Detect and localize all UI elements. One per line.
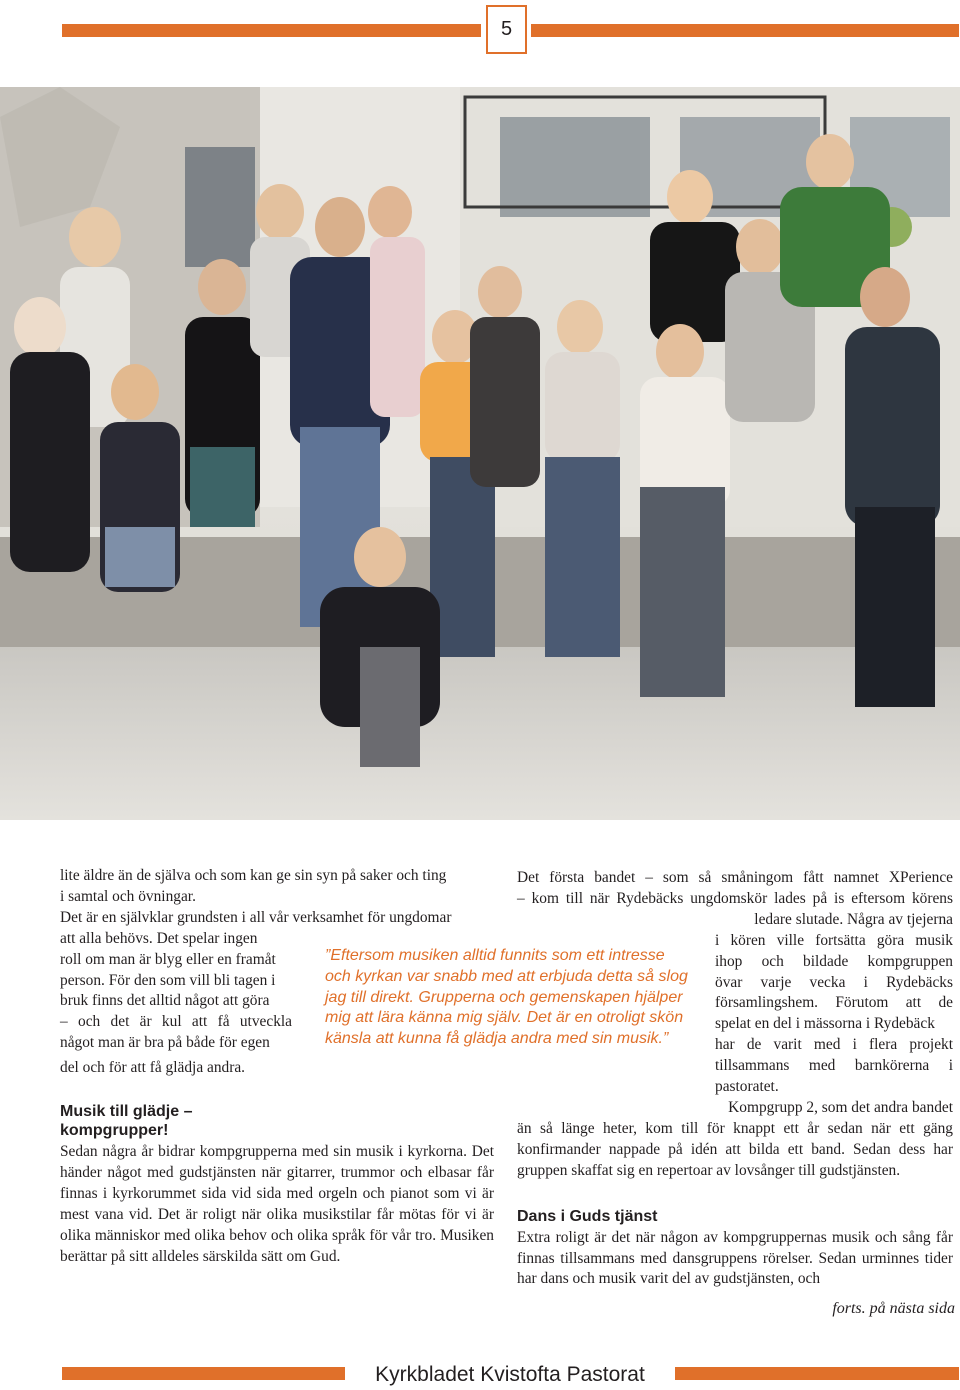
- intro-line-6: person. För den som vill bli tagen i: [60, 971, 276, 989]
- header-rule-right: [531, 24, 959, 37]
- right-line-5: ihop och bildade kompgruppen: [715, 952, 953, 970]
- intro-line-5: roll om man är blyg eller en framåt: [60, 950, 276, 968]
- right-line-8: spelat en del i mässorna i Rydebäck: [715, 1015, 935, 1033]
- dance-paragraph: Extra roligt är det när någon av kompgruppernas musik och sång får finnas tillsammans med dansgruppens rörelser. Sedan urminnes tider har dans och musik varit del av gudstjänsten, och: [517, 1228, 953, 1288]
- section-heading-music-line1: Musik till glädje –: [60, 1103, 193, 1120]
- intro-line-9: något man är bra på både för egen: [60, 1034, 270, 1052]
- right-line-4: i kören ville fortsätta göra musik: [715, 931, 953, 949]
- pull-quote: ”Eftersom musiken alltid funnits som ett intresse och kyrkan var snabb med att erbjuda detta så slog jag till direkt. Grupperna och gemenskapen hjälper mig att lära känna mig själv. Det är en otroligt skön känsla att kunna få glädja andra med sin musik.”: [325, 947, 688, 1048]
- kompgrupp2-paragraph: än så länge heter, kom till för knappt ett år sedan när ett gäng konfirmander nappade på idén att bilda ett band. Sedan dess har gruppen skaffat sig en repertoar av lovsånger till gudstjänsten.: [517, 1119, 953, 1179]
- intro-line-3: Det är en självklar grundsten i all vår verksamhet för ungdomar: [60, 908, 452, 926]
- page-number: 5: [486, 5, 527, 54]
- right-line-7: församlingshem. Förutom att de: [715, 994, 953, 1012]
- left-section: [60, 1102, 494, 1267]
- continued-note: forts. på nästa sida: [832, 1300, 955, 1317]
- footer-rule-right: [675, 1367, 959, 1380]
- right-line-2: – kom till när Rydebäcks ungdomskör lades på is eftersom körens: [517, 889, 953, 907]
- music-paragraph: Sedan några år bidrar kompgrupperna med sin musik i kyrkorna. Det händer något med gudstjänsten när gitarrer, trummor och elbasar får finnas i kyrkorummet sida vid sida med orgeln och pianot som vi är mest vana vid. Det är roligt när olika musikstilar får mötas för vi är olika människor med olika behov och olika språk för vår tro. Musiken berättar på sitt alldeles särskilda sätt om Gud.: [60, 1143, 494, 1265]
- intro-line-1: lite äldre än de själva och som kan ge sin syn på saker och ting: [60, 867, 447, 884]
- footer-title: Kyrkbladet Kvistofta Pastorat: [375, 1363, 645, 1386]
- right-line-10: tillsammans med barnkörerna i: [715, 1057, 953, 1075]
- intro-line-8: – och det är kul att få utveckla: [60, 1013, 292, 1031]
- intro-line-4: att alla behövs. Det spelar ingen: [60, 929, 258, 947]
- group-photo: [0, 87, 960, 820]
- right-line-11: pastoratet.: [715, 1078, 779, 1096]
- right-line-3: ledare slutade. Några av tjejerna: [754, 910, 953, 928]
- right-line-1: Det första bandet – som så småningom fått namnet XPerience: [517, 869, 953, 886]
- header-rule-left: [62, 24, 481, 37]
- intro-line-2: i samtal och övningar.: [60, 887, 196, 905]
- right-line-9: har de varit med i flera projekt: [715, 1036, 953, 1054]
- footer-rule-left: [62, 1367, 345, 1380]
- section-heading-music-line2: kompgrupper!: [60, 1122, 169, 1139]
- intro-line-7: bruk finns det alltid något att göra: [60, 992, 270, 1010]
- right-line-12: Kompgrupp 2, som det andra bandet: [728, 1098, 953, 1116]
- group-photo-illustration: [0, 87, 960, 820]
- section-heading-dance: Dans i Guds tjänst: [517, 1207, 658, 1225]
- section-heading-music: [60, 1102, 494, 1140]
- right-line-6: övar varje vecka i Rydebäcks: [715, 973, 953, 991]
- right-column: [517, 868, 953, 1290]
- intro-line-10: del och för att få glädja andra.: [60, 1059, 246, 1077]
